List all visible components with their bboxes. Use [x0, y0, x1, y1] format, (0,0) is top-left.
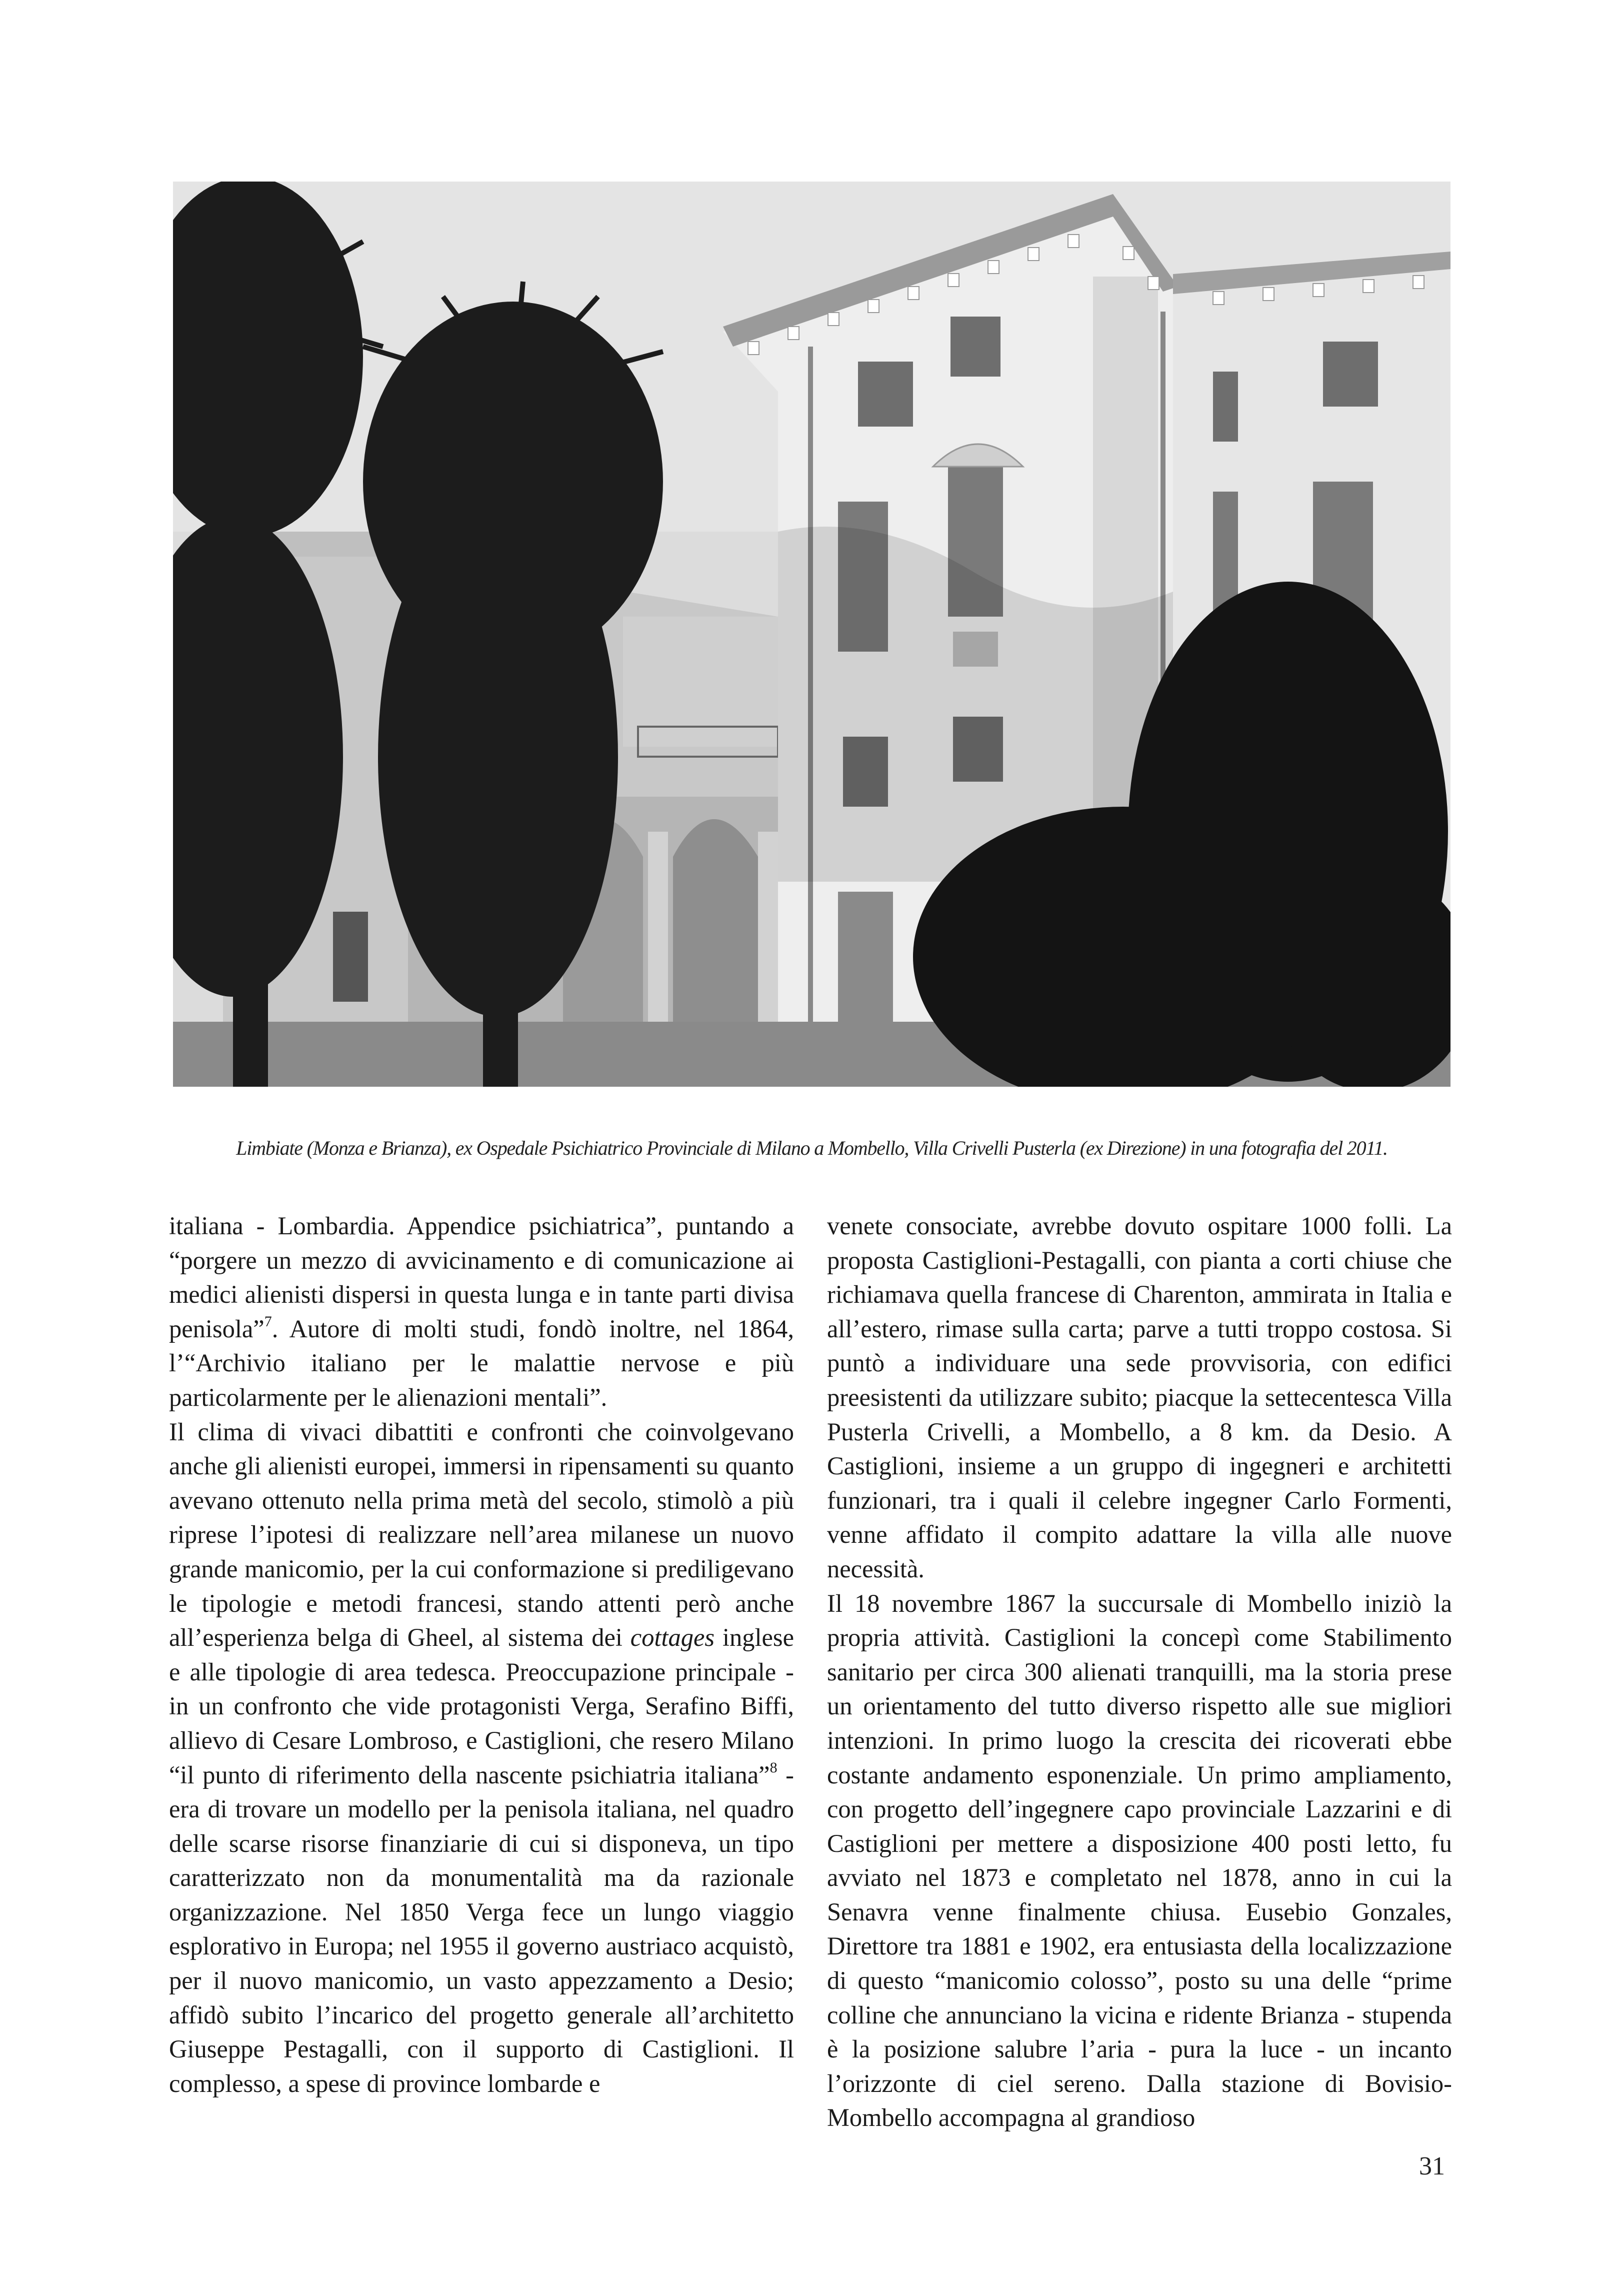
paragraph: [169, 1415, 794, 2101]
page-number: 31: [1419, 2152, 1445, 2180]
footnote-ref[interactable]: 8: [770, 1759, 778, 1776]
villa-photograph: [173, 182, 1450, 1087]
footnote-ref[interactable]: 7: [264, 1313, 272, 1330]
paragraph-text: inglese e alle tipologie di area tedesca. Preoccupazione principale - in un confronto che vide protagonisti Verga, Serafino Biffi, allievo di Cesare Lombroso, e Castiglioni, che resero Milano “il punto di riferimento della nascente psichiatria italiana”: [169, 1623, 794, 1789]
paragraph-text: . Autore di molti studi, fondò inoltre, nel 1864, l’“Archivio italiano per le malattie nervose e più particolarmente per le alienazioni mentali”.: [169, 1314, 794, 1411]
paragraph-text: - era di trovare un modello per la penisola italiana, nel quadro delle scarse risorse finanziarie di cui si disponeva, un tipo caratterizzato non da monumentalità ma da razionale organizzazione. Nel 1850 Verga fece un lungo viaggio esplorativo in Europa; nel 1955 il governo austriaco acquistò, per il nuovo manicomio, un vasto appezzamento a Desio; affidò subito l’incarico del progetto generale all’architetto Giuseppe Pestagalli, con il supporto di Castiglioni. Il complesso, a spese di province lombarde e: [169, 1760, 794, 2097]
paragraph-text: Il clima di vivaci dibattiti e confronti che coinvolgevano anche gli alienisti europei, immersi in ripensamenti su quanto avevano ottenuto nella prima metà del secolo, stimolò a più riprese l’ipotesi di realizzare nell’area milanese un nuovo grande manicomio, per la cui conformazione si prediligevano le tipologie e metodi francesi, stando attenti però anche all’esperienza belga di Gheel, al sistema dei: [169, 1417, 794, 1652]
paragraph-text: italiana - Lombardia. Appendice psichiatrica”, puntando a “porgere un mezzo di avvicinamento e di comunicazione ai medici alienisti dispersi in questa lunga e in tante parti divisa penisola”: [169, 1212, 794, 1343]
text-column-right: [827, 1209, 1452, 2135]
italic-term: cottages: [630, 1623, 715, 1652]
paragraph: Il 18 novembre 1867 la succursale di Mombello iniziò la propria attività. Castiglioni la concepì come Stabilimento sanitario per circa 300 alienati tranquilli, ma la storia prese un orientamento del tutto diverso rispetto alle sue migliori intenzioni. In primo luogo la crescita dei ricoverati ebbe costante andamento esponenziale. Un primo ampliamento, con progetto dell’ingegnere capo provinciale Lazzarini e di Castiglioni per mettere a disposizione 400 posti letto, fu avviato nel 1873 e completato nel 1878, anno in cui la Senavra venne finalmente chiusa. Eusebio Gonzales, Direttore tra 1881 e 1902, era entusiasta della localizzazione di questo “manicomio colosso”, posto su una delle “prime colline che annunciano la vicina e ridente Brianza - stupenda è la posizione salubre l’aria - pura la luce - un incanto l’orizzonte di ciel sereno. Dalla stazione di Bovisio-Mombello accompagna al grandioso: [827, 1589, 1452, 2132]
figure-caption: Limbiate (Monza e Brianza), ex Ospedale Psichiatrico Provinciale di Milano a Mombello, Villa Crivelli Pusterla (ex Direzione) in una fotografia del 2011.: [236, 1137, 1388, 1159]
paragraph: venete consociate, avrebbe dovuto ospitare 1000 folli. La proposta Castiglioni-Pestagalli, con pianta a corti chiuse che richiamava quella francese di Charenton, ammirata in Italia e all’estero, rimase sulla carta; parve a tutti troppo costosa. Si puntò a individuare una sede provvisoria, con edifici preesistenti da utilizzare subito; piacque la settecentesca Villa Pusterla Crivelli, a Mombello, a 8 km. da Desio. A Castiglioni, insieme a un gruppo di ingegneri e architetti funzionari, tra i quali il celebre ingegner Carlo Formenti, venne affidato il compito adattare la villa alle nuove necessità.: [827, 1212, 1452, 1583]
paragraph: [169, 1209, 794, 1415]
text-column-left: [169, 1209, 794, 2100]
photo-illustration: [173, 182, 1450, 1087]
